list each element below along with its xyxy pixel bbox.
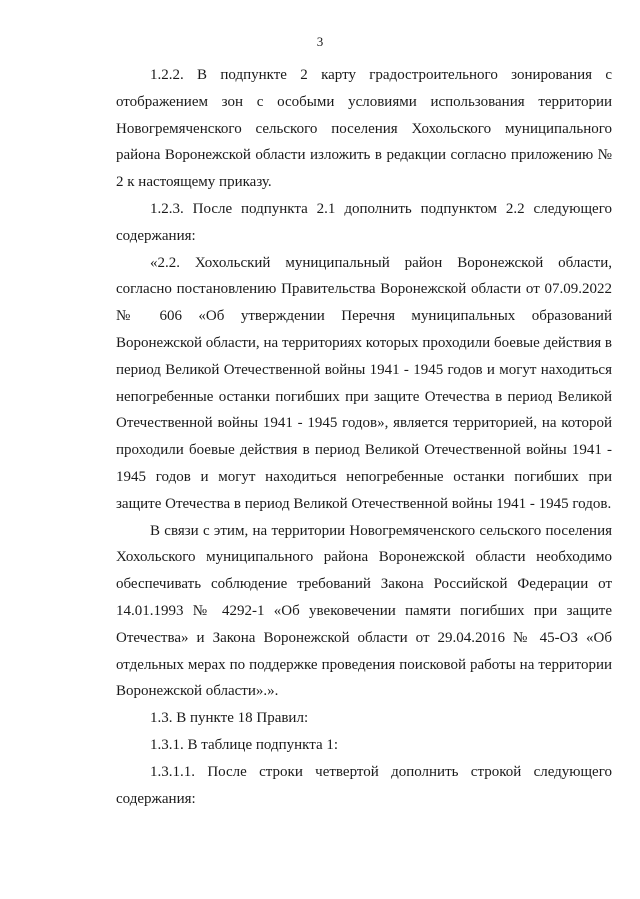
paragraph-1-2-3: 1.2.3. После подпункта 2.1 дополнить подпунктом 2.2 следующего содержания: xyxy=(116,200,612,244)
paragraph-1-3: 1.3. В пункте 18 Правил: xyxy=(150,710,309,727)
paragraph-quote-2-2: «2.2. Хохольский муниципальный район Воронежской области, согласно постановлению Правительства Воронежской области от 07.09.2022 № 606 «Об утверждении Перечня муниципальных образований Воронежской области, на территориях которых проходили боевые действия в период Великой Отечественной войны 1941 - 1945 годов и могут находиться непогребенные останки погибших при защите Отечества в период Великой Отечественной войны 1941 - 1945 годов», является территорией, на которой проходили боевые действия в период Великой Отечественной войны 1941 - 1945 годов и могут находиться непогребенные останки погибших при защите Отечества в период Великой Отечественной войны 1941 - 1945 годов. xyxy=(116,254,612,512)
paragraph-1-3-1-1: 1.3.1.1. После строки четвертой дополнить строкой следующего содержания: xyxy=(116,763,612,807)
page-number: 3 xyxy=(316,34,324,49)
paragraph-1-3-1: 1.3.1. В таблице подпункта 1: xyxy=(150,736,339,753)
document-body xyxy=(116,62,612,812)
paragraph-requirements: В связи с этим, на территории Новогремяченского сельского поселения Хохольского муниципального района Воронежской области необходимо обеспечивать соблюдение требований Закона Российской Федерации от 14.01.1993 № 4292-1 «Об увековечении памяти погибших при защите Отечества» и Закона Воронежской области от 29.04.2016 № 45-ОЗ «Об отдельных мерах по поддержке проведения поисковой работы на территории Воронежской области».». xyxy=(116,522,612,700)
paragraph-1-2-2: 1.2.2. В подпункте 2 карту градостроительного зонирования с отображением зон с особыми условиями использования территории Новогремяченского сельского поселения Хохольского муниципального района Воронежской области изложить в редакции согласно приложению № 2 к настоящему приказу. xyxy=(116,67,612,191)
